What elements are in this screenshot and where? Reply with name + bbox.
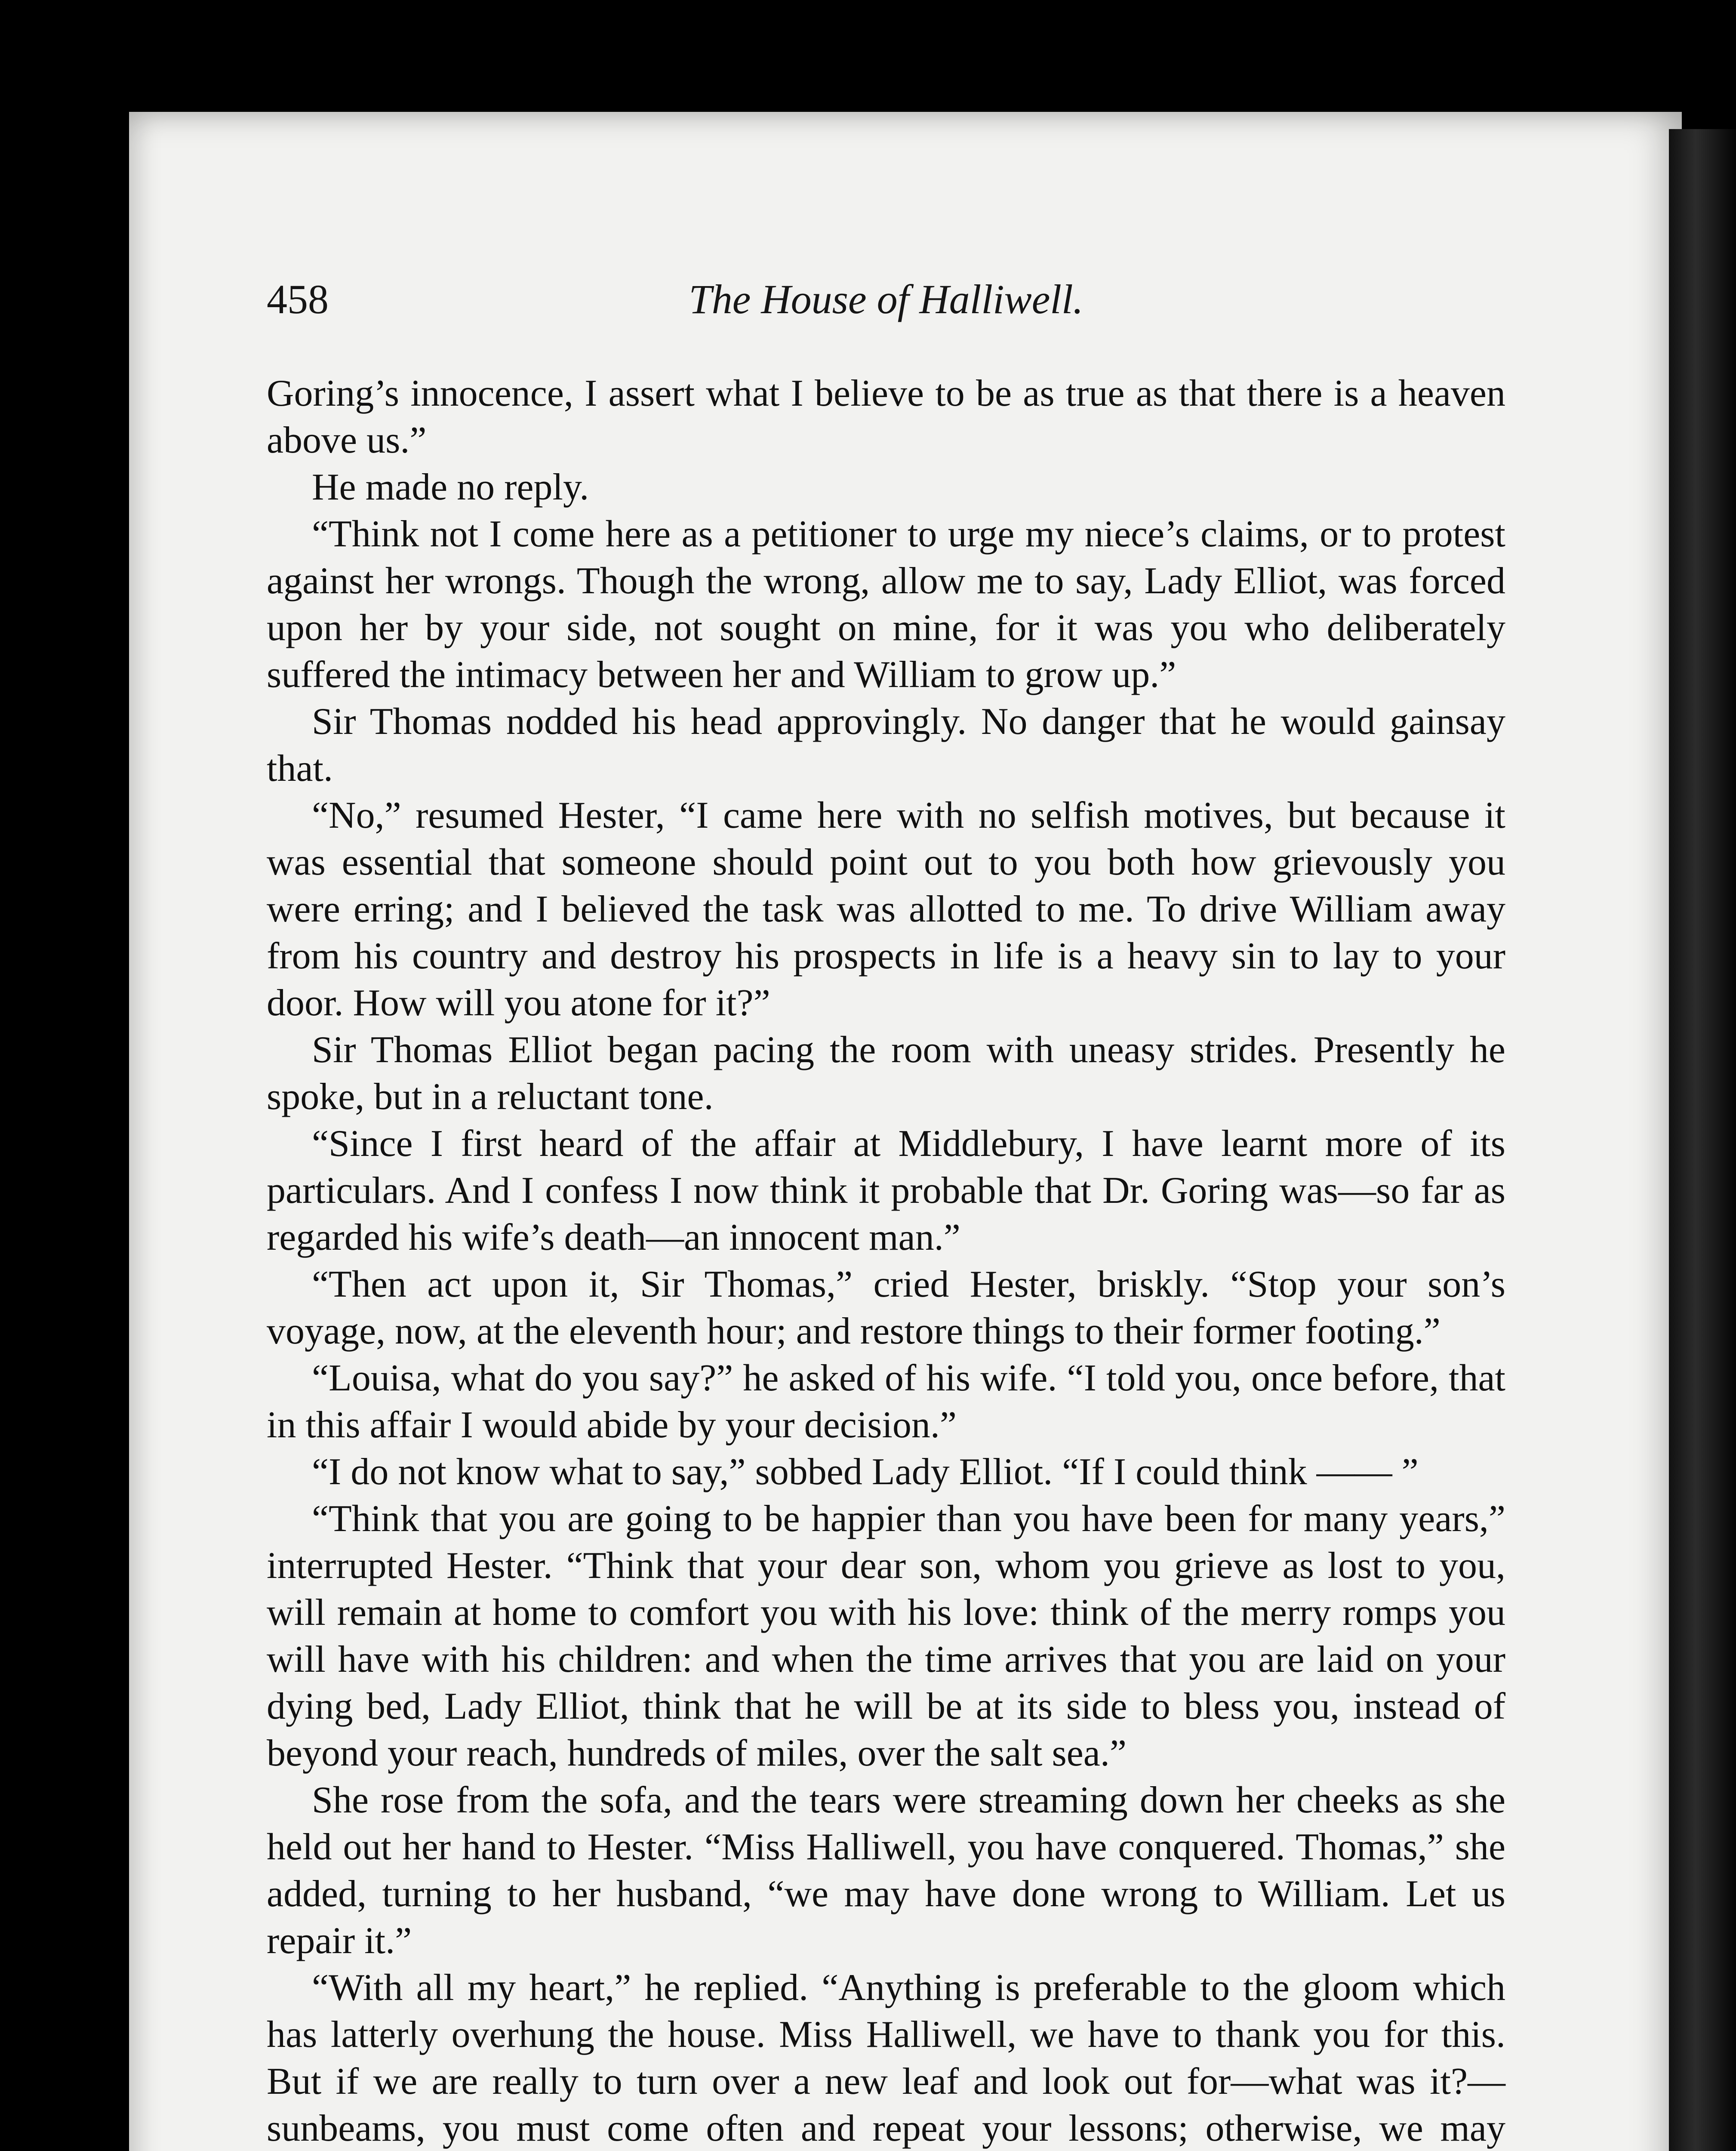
paragraph: Sir Thomas Elliot began pacing the room with uneasy strides. Presently he spoke, but in a reluctant tone.: [267, 1029, 1505, 1118]
page-gutter-shadow: [1669, 129, 1736, 2151]
paragraph: “With all my heart,” he replied. “Anything is preferable to the gloom which has latterly overhung the house. Miss Halliwell, we have to thank you for this. But if we are really to turn over a new leaf and look out for—what was it?—sunbeams, you must come often and repeat your lessons; otherwise, we may: [267, 1967, 1505, 2149]
paragraph: “Think that you are going to be happier than you have been for many years,” interrupted Hester. “Think that your dear son, whom you grieve as lost to you, will remain at home to comfort you with his love: think of the merry romps you will have with his children: and when the time arrives that you are laid on your dying bed, Lady Elliot, think that he will be at its side to bless you, instead of beyond your reach, hundreds of miles, over the salt sea.”: [267, 1498, 1505, 1774]
paragraph: “No,” resumed Hester, “I came here with no selfish motives, but because it was essential that someone should point out to you both how grievously you were erring; and I believed the task was allotted to me. To drive William away from his country and destroy his prospects in life is a heavy sin to lay to your door. How will you atone for it?”: [267, 795, 1505, 1024]
paragraph: “I do not know what to say,” sobbed Lady Elliot. “If I could think —— ”: [312, 1451, 1419, 1493]
paragraph: Goring’s innocence, I assert what I believe to be as true as that there is a heaven above us.”: [267, 373, 1505, 461]
body-text: [267, 370, 1505, 2151]
paragraph: “Then act upon it, Sir Thomas,” cried Hester, briskly. “Stop your son’s voyage, now, at the eleventh hour; and restore things to their former footing.”: [267, 1263, 1505, 1352]
running-title: The House of Halliwell.: [689, 276, 1083, 322]
page-number: 458: [267, 276, 329, 322]
page-header: [267, 275, 1505, 327]
paragraph: She rose from the sofa, and the tears were streaming down her cheeks as she held out her hand to Hester. “Miss Halliwell, you have conquered. Thomas,” she added, turning to her husband, “we may have done wrong to William. Let us repair it.”: [267, 1779, 1505, 1962]
paragraph: He made no reply.: [312, 466, 589, 508]
paragraph: “Think not I come here as a petitioner to urge my niece’s claims, or to protest against her wrongs. Though the wrong, allow me to say, Lady Elliot, was forced upon her by your side, not sought on mine, for it was you who deliberately suffered the intimacy between her and William to grow up.”: [267, 513, 1505, 696]
paragraph: Sir Thomas nodded his head approvingly. No danger that he would gainsay that.: [267, 701, 1505, 789]
paragraph: “Louisa, what do you say?” he asked of his wife. “I told you, once before, that in this affair I would abide by your decision.”: [267, 1357, 1505, 1446]
paragraph: “Since I first heard of the affair at Middlebury, I have learnt more of its particulars. And I confess I now think it probable that Dr. Goring was—so far as regarded his wife’s death—an innocent man.”: [267, 1123, 1505, 1258]
